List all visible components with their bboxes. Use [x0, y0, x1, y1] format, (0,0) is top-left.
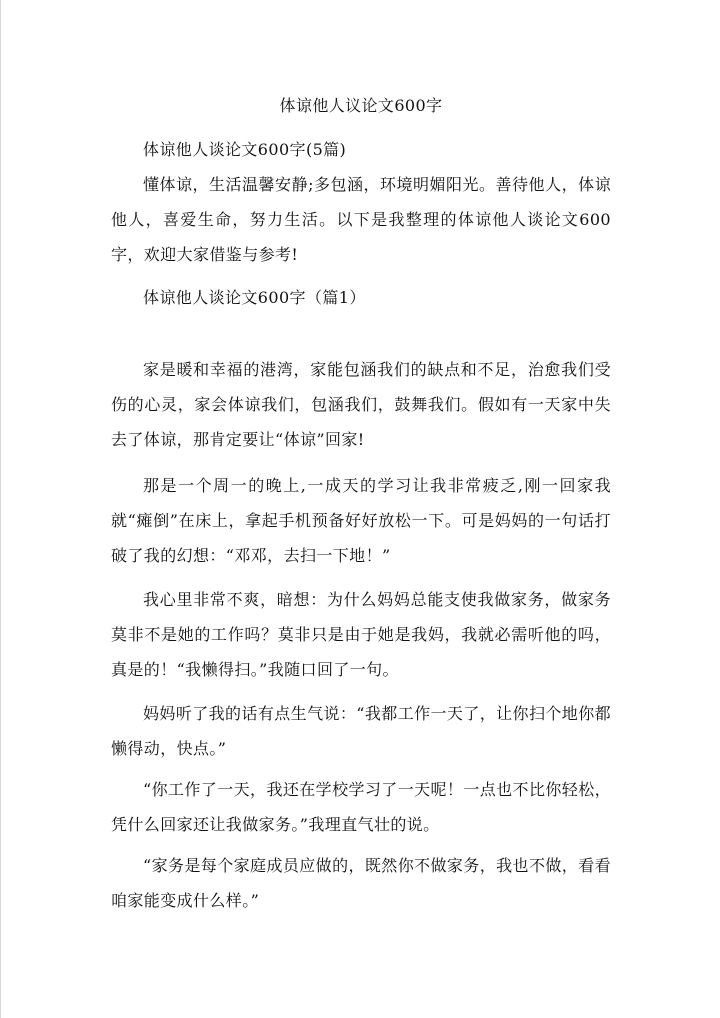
body-paragraph-6: “家务是每个家庭成员应做的，既然你不做家务，我也不做，看看咱家能变成什么样。” [111, 856, 611, 910]
body-paragraph-5: “你工作了一天，我还在学校学习了一天呢！一点也不比你轻松，凭什么回家还让我做家务。”我理直气壮的说。 [111, 780, 611, 834]
section-heading: 体谅他人谈论文600字（篇1） [143, 288, 366, 307]
document-title: 体谅他人议论文600字 [279, 96, 443, 115]
body-paragraph-2: 那是一个周一的晚上,一成天的学习让我非常疲乏,刚一回家我就“瘫倒”在床上，拿起手机预备好好放松一下。可是妈妈的一句话打破了我的幻想：“邓邓，去扫一下地！” [111, 476, 611, 565]
intro-paragraph: 懂体谅，生活温馨安静;多包涵，环境明媚阳光。善待他人，体谅他人，喜爱生命，努力生活。以下是我整理的体谅他人谈论文600字，欢迎大家借鉴与参考! [111, 175, 611, 264]
document-subtitle: 体谅他人谈论文600字(5篇) [143, 140, 347, 159]
body-paragraph-1: 家是暖和幸福的港湾，家能包涵我们的缺点和不足，治愈我们受伤的心灵，家会体谅我们，包涵我们，鼓舞我们。假如有一天家中失去了体谅，那肯定要让“体谅”回家! [111, 360, 611, 449]
body-paragraph-3: 我心里非常不爽，暗想：为什么妈妈总能支使我做家务，做家务莫非不是她的工作吗？莫非只是由于她是我妈，我就必需听他的吗，真是的！“我懒得扫。”我随口回了一句。 [111, 590, 611, 679]
body-paragraph-4: 妈妈听了我的话有点生气说：“我都工作一天了，让你扫个地你都懒得动，快点。” [111, 704, 611, 758]
